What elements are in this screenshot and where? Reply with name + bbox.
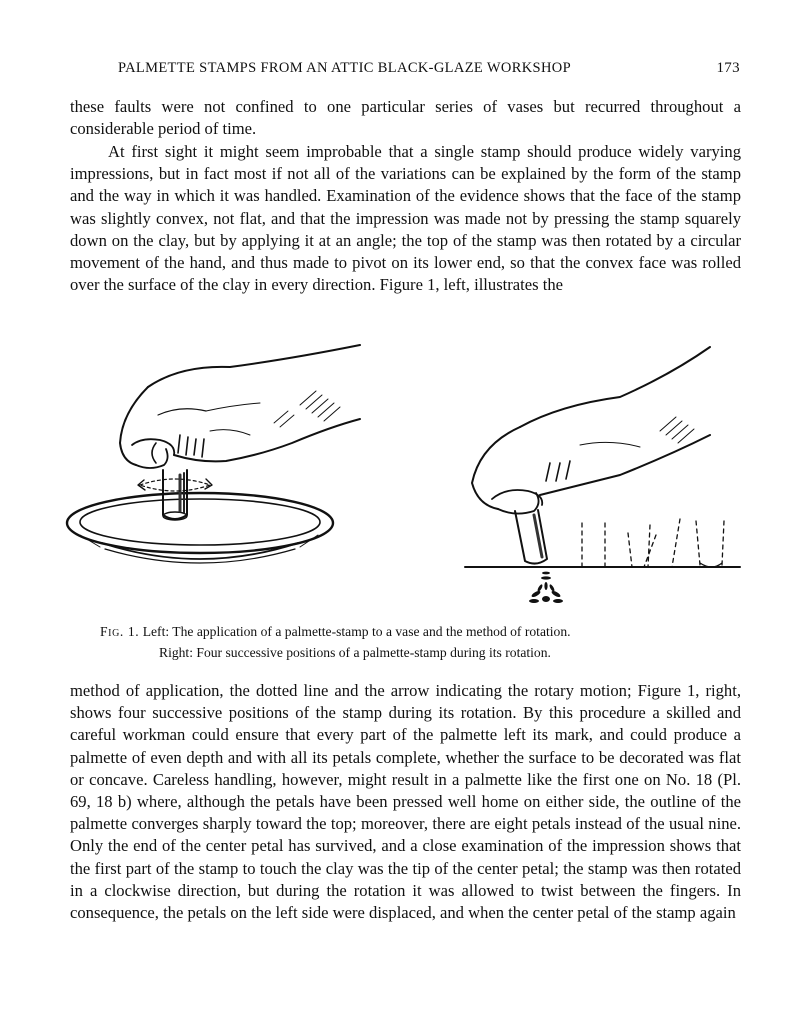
caption-line-right [100,642,740,663]
stamp-positions [582,519,724,567]
paragraph-2: At first sight it might seem improbable that a single stamp should produce widely varying impressions, but in fact most if not all of the variations can be explained by the form of the stamp and the way in which it was handled. Examination of the evidence shows that the face of the stamp was slightly convex, not flat, and that the impression was made not by pressing the stamp squarely down on the clay, but by applying it at an angle; the top of the stamp was then rotated by a circular movement of the hand, and thus made to pivot on its lower end, so that the convex face was rolled over the surface of the clay in every direction. Figure 1, left, illustrates the [70,142,741,295]
figure-1-illustration [60,335,750,615]
caption-right-label: Right: [159,645,193,660]
paragraph-1: these faults were not confined to one particular series of vases but recurred throughout a considerable period of time. [70,97,741,139]
stamp-right-illustration [515,510,547,564]
palmette-impression [529,572,563,603]
plate-illustration [67,493,333,563]
hand-right-illustration [472,347,710,514]
caption-left-label: Left: [142,624,170,639]
caption-left-text: The application of a palmette-stamp to a vase and the method of rotation. [172,624,571,639]
running-header [118,60,740,82]
caption-line-left [100,621,740,642]
rotation-arrow [138,479,212,491]
figure-label: Fig. 1. [100,624,140,639]
hand-left-illustration [120,345,360,468]
page-number: 173 [716,60,740,76]
paragraph-3: method of application, the dotted line and the arrow indicating the rotary motion; Figure 1, right, shows four successive positions of the stamp during its rotation. By this procedure a skilled and careful workman could ensure that every part of the palmette left its mark, and could produce a palmette of even depth and with all its petals complete, whether the surface to be decorated was flat or concave. Careless handling, however, might result in a palmette like the first one on No. 18 (Pl. 69, 18 b) where, although the petals have been pressed well home on either side, the outline of the palmette converges sharply toward the top; moreover, there are eight petals instead of the usual nine. Only the end of the center petal has survived, and a close examination of the impression shows that the first part of the stamp to touch the clay was the tip of the center petal; the stamp was then rotated in a clockwise direction, but during the rotation it was allowed to twist between the fingers. In consequence, the petals on the left side were displaced, and when the center petal of the stamp again [70,681,741,923]
caption-right-text: Four successive positions of a palmette-stamp during its rotation. [196,645,551,660]
running-title: PALMETTE STAMPS FROM AN ATTIC BLACK-GLAZE WORKSHOP [118,60,572,76]
figure-caption [100,621,740,663]
figure-1 [60,335,750,615]
